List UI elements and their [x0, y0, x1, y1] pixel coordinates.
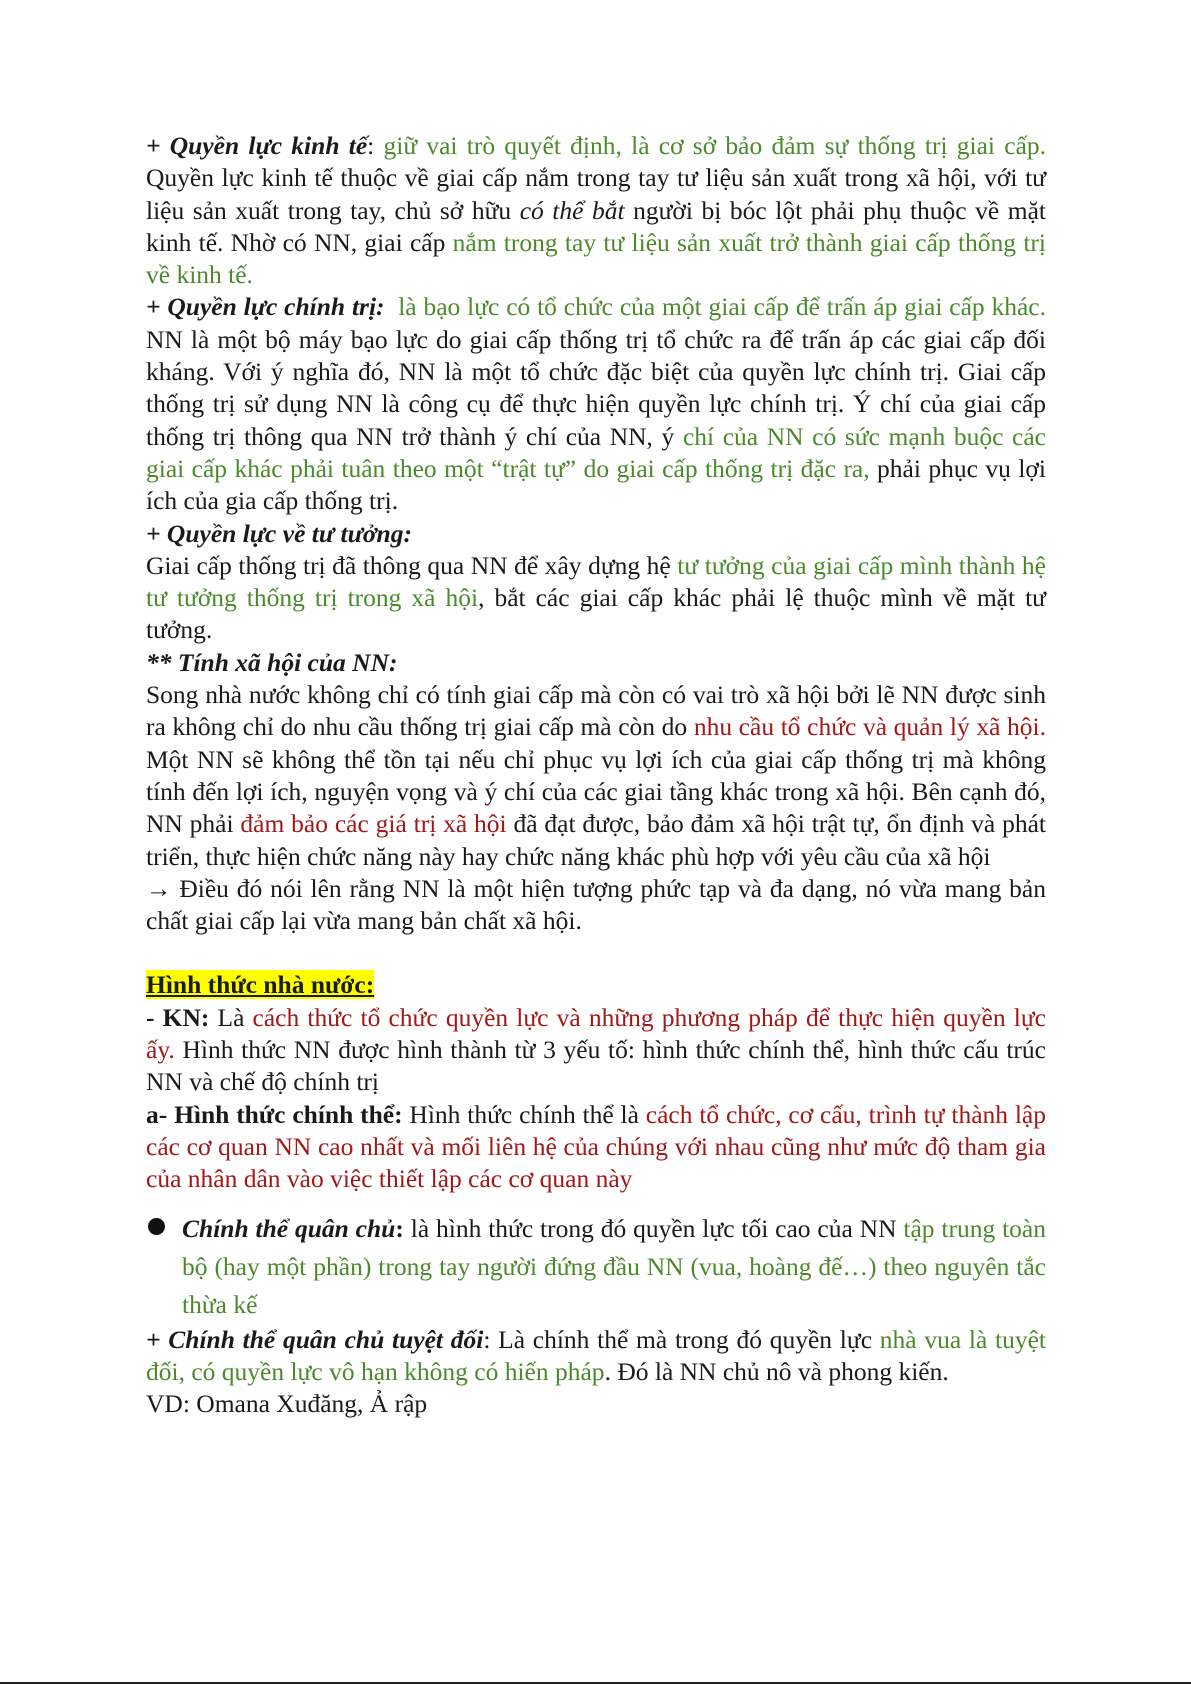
page-bottom-border — [0, 1682, 1191, 1684]
ideology-power-heading: + Quyền lực về tư tưởng: — [146, 518, 412, 548]
political-power-heading: + Quyền lực chính trị: — [146, 292, 385, 322]
government-form-paragraph: a- Hình thức chính thể: Hình thức chính thể là cách tổ chức, cơ cấu, trình tự thành lập các cơ quan NN cao nhất và mối liên hệ của chúng với nhau cũng như mức độ tham gia của nhân dân vào việc thiết lập các cơ quan này — [146, 1099, 1046, 1194]
example-line: VD: Omana Xuđăng, Ả rập — [146, 1389, 428, 1419]
social-nature-paragraph: Song nhà nước không chỉ có tính giai cấp mà còn có vai trò xã hội bởi lẽ NN được sinh ra không chỉ do nhu cầu thống trị giai cấp mà còn do nhu cầu tổ chức và quản lý xã hội. Một NN sẽ không thể tồn tại nếu chỉ phục vụ lợi ích của giai cấp thống trị mà không tính đến lợi ích, nguyện vọng và ý chí của các giai tầng khác trong xã hội. Bên cạnh đó, NN phải đảm bảo các giá trị xã hội đã đạt được, bảo đảm xã hội trật tự, ổn định và phát triển, thực hiện chức năng này hay chức năng khác phù hợp với yêu cầu của xã hội — [146, 680, 1046, 871]
ideology-power-paragraph: Giai cấp thống trị đã thông qua NN để xây dựng hệ tư tưởng của giai cấp mình thành hệ tư tưởng thống trị trong xã hội, bắt các giai cấp khác phải lệ thuộc mình về mặt tư tưởng. — [146, 550, 1046, 645]
economic-power-paragraph: + Quyền lực kinh tế: giữ vai trò quyết định, là cơ sở bảo đảm sự thống trị giai cấp. Quyền lực kinh tế thuộc về giai cấp nắm trong tay tư liệu sản xuất trong xã hội, với tư liệu sản xuất trong tay, chủ sở hữu có thể bắt người bị bóc lột phải phụ thuộc về mặt kinh tế. Nhờ có NN, giai cấp nắm trong tay tư liệu sản xuất trở thành giai cấp thống trị về kinh tế. — [146, 131, 1047, 290]
concept-paragraph: - KN: Là cách thức tổ chức quyền lực và những phương pháp để thực hiện quyền lực ấy. Hình thức NN được hình thành từ 3 yếu tố: hình thức chính thể, hình thức cấu trúc NN và chế độ chính trị — [146, 1002, 1046, 1097]
state-form-heading: Hình thức nhà nước: — [146, 970, 375, 1000]
document-body — [146, 130, 1046, 1420]
economic-green-2: nắm trong tay tư liệu sản xuất trở thành giai cấp thống trị về kinh tế. — [146, 227, 1046, 290]
political-power-paragraph: + Quyền lực chính trị: là bạo lực có tổ chức của một giai cấp để trấn áp giai cấp khác. NN là một bộ máy bạo lực do giai cấp thống trị tổ chức ra để trấn áp các giai cấp đối kháng. Với ý nghĩa đó, NN là một tổ chức đặc biệt của quyền lực chính trị. Giai cấp thống trị sử dụng NN là công cụ để thực hiện quyền lực chính trị. Ý chí của giai cấp thống trị thông qua NN trở thành ý chí của NN, ý chí của NN có sức mạnh buộc các giai cấp khác phải tuân theo một “trật tự” do giai cấp thống trị đặc ra, phải phục vụ lợi ích của gia cấp thống trị. — [146, 292, 1046, 516]
monarchy-bullet — [146, 1210, 1046, 1324]
absolute-monarchy-paragraph: + Chính thể quân chủ tuyệt đối: Là chính thể mà trong đó quyền lực nhà vua là tuyệt đối, có quyền lực vô hạn không có hiến pháp. Đó là NN chủ nô và phong kiến. — [146, 1324, 1047, 1386]
social-conclusion: → Điều đó nói lên rằng NN là một hiện tượng phức tạp và đa dạng, nó vừa mang bản chất giai cấp lại vừa mang bản chất xã hội. — [146, 873, 1046, 936]
bullet-icon — [148, 1218, 165, 1235]
monarchy-paragraph: Chính thể quân chủ: là hình thức trong đó quyền lực tối cao của NN tập trung toàn bộ (hay một phần) trong tay người đứng đầu NN (vua, hoàng đế…) theo nguyên tắc thừa kế — [182, 1213, 1046, 1319]
economic-power-heading: + Quyền lực kinh tế — [146, 131, 368, 160]
social-nature-heading: ** Tính xã hội của NN: — [146, 647, 398, 677]
economic-green-1: giữ vai trò quyết định, là cơ sở bảo đảm sự thống trị giai cấp. — [383, 131, 1047, 160]
